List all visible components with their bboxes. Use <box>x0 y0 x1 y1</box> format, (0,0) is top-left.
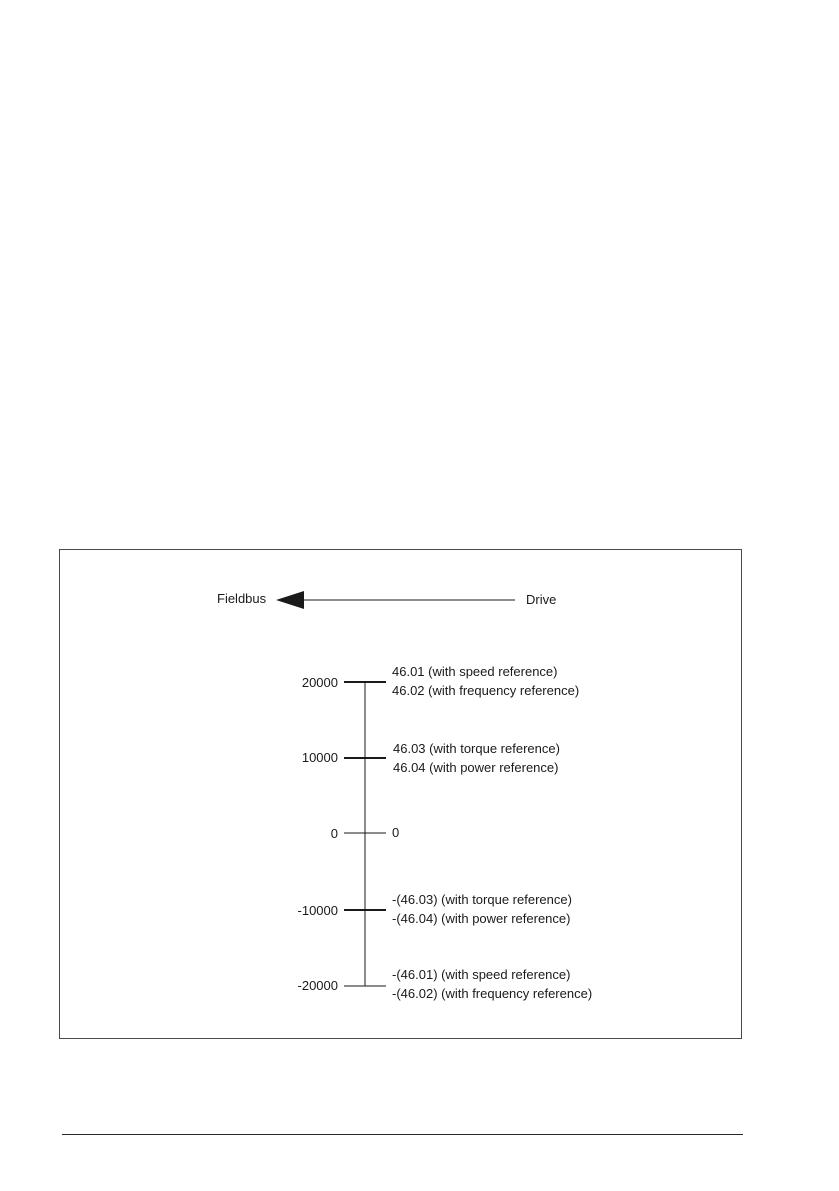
scale-desc-minus-10000-a: -(46.03) (with torque reference) <box>392 892 572 907</box>
scale-desc-20000-a: 46.01 (with speed reference) <box>392 664 558 679</box>
scale-desc-minus-10000-b: -(46.04) (with power reference) <box>392 911 571 926</box>
scale-desc-10000-b: 46.04 (with power reference) <box>393 760 559 775</box>
diagram-frame <box>59 549 742 1039</box>
scale-value-minus-10000: -10000 <box>297 903 338 918</box>
scale-value-0: 0 <box>330 826 338 841</box>
scale-desc-minus-20000-a: -(46.01) (with speed reference) <box>392 967 571 982</box>
fieldbus-label: Fieldbus <box>217 591 267 606</box>
scale-desc-minus-20000-b: -(46.02) (with frequency reference) <box>392 986 593 1001</box>
scale-desc-0: 0 <box>392 825 400 840</box>
scale-value-20000: 20000 <box>301 675 338 690</box>
scale-value-minus-20000: -20000 <box>297 978 338 993</box>
scale-value-10000: 10000 <box>301 750 338 765</box>
footer-divider <box>62 1134 743 1135</box>
drive-label: Drive <box>526 592 557 607</box>
scale-desc-10000-a: 46.03 (with torque reference) <box>393 741 560 756</box>
scale-desc-20000-b: 46.02 (with frequency reference) <box>392 683 580 698</box>
